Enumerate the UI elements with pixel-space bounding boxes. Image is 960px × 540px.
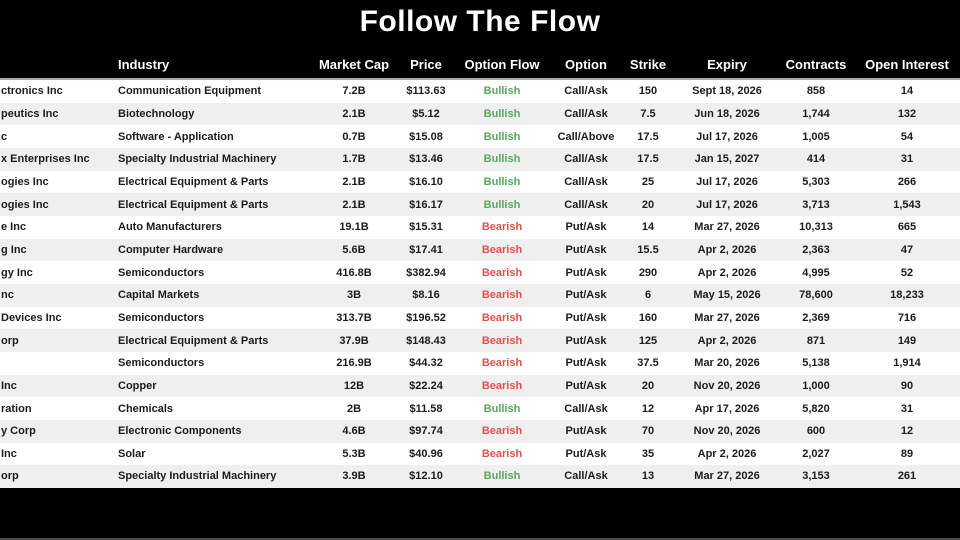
cell-company: c <box>1 130 8 143</box>
cell-price: $8.16 <box>412 289 440 302</box>
cell-expiry: May 15, 2026 <box>693 289 761 302</box>
cell-expiry: Jul 17, 2026 <box>696 175 758 188</box>
cell-strike: 37.5 <box>637 357 659 370</box>
cell-option: Call/Ask <box>564 402 608 415</box>
cell-open-interest: 266 <box>897 175 917 188</box>
cell-option: Put/Ask <box>565 266 607 279</box>
cell-expiry: Jan 15, 2027 <box>694 153 760 166</box>
cell-market-cap: 0.7B <box>342 130 366 143</box>
cell-company: ctronics Inc <box>1 85 63 98</box>
table-row <box>0 148 960 171</box>
column-header-row <box>0 53 960 75</box>
cell-contracts: 858 <box>806 85 826 98</box>
cell-strike: 17.5 <box>637 130 659 143</box>
cell-open-interest: 18,233 <box>890 289 924 302</box>
cell-option-flow: Bearish <box>481 379 523 392</box>
cell-open-interest: 31 <box>900 153 914 166</box>
column-header-company <box>0 53 112 75</box>
cell-price: $11.58 <box>409 402 443 415</box>
table-row <box>0 239 960 262</box>
cell-market-cap: 416.8B <box>336 266 372 279</box>
table-row <box>0 216 960 239</box>
cell-expiry: Apr 2, 2026 <box>697 243 757 256</box>
cell-industry: Specialty Industrial Machinery <box>118 153 277 166</box>
cell-price: $97.74 <box>409 425 443 438</box>
cell-open-interest: 12 <box>900 425 914 438</box>
table-row <box>0 103 960 126</box>
table-row <box>0 329 960 352</box>
column-header-contracts: Contracts <box>785 56 847 72</box>
cell-option-flow: Bearish <box>481 357 523 370</box>
cell-expiry: Nov 20, 2026 <box>693 379 761 392</box>
cell-expiry: Jun 18, 2026 <box>694 107 760 120</box>
cell-price: $22.24 <box>409 379 443 392</box>
cell-option: Put/Ask <box>565 243 607 256</box>
cell-open-interest: 47 <box>900 243 914 256</box>
cell-price: $40.96 <box>409 447 443 460</box>
cell-company: peutics Inc <box>1 107 59 120</box>
cell-industry: Electrical Equipment & Parts <box>118 334 269 347</box>
page-title: Follow The Flow <box>359 5 601 38</box>
cell-open-interest: 261 <box>897 470 917 483</box>
table-row <box>0 261 960 284</box>
cell-contracts: 3,713 <box>802 198 830 211</box>
column-header-option: Option <box>565 56 607 72</box>
cell-industry: Copper <box>118 379 157 392</box>
cell-option: Put/Ask <box>565 289 607 302</box>
cell-open-interest: 716 <box>897 311 917 324</box>
column-header-open-interest: Open Interest <box>865 56 949 72</box>
cell-contracts: 2,027 <box>802 447 830 460</box>
cell-contracts: 600 <box>806 425 826 438</box>
column-header-option-flow: Option Flow <box>464 56 540 72</box>
cell-open-interest: 89 <box>900 447 914 460</box>
table-row <box>0 307 960 330</box>
table-row <box>0 284 960 307</box>
cell-company: ogies Inc <box>1 198 49 211</box>
table-row <box>0 125 960 148</box>
options-flow-table <box>0 80 960 488</box>
cell-market-cap: 5.3B <box>342 447 366 460</box>
cell-option-flow: Bullish <box>483 175 521 188</box>
cell-expiry: Apr 2, 2026 <box>697 334 757 347</box>
cell-option: Put/Ask <box>565 357 607 370</box>
cell-strike: 15.5 <box>637 243 659 256</box>
cell-strike: 6 <box>644 289 652 302</box>
cell-market-cap: 313.7B <box>336 311 372 324</box>
cell-open-interest: 665 <box>897 221 917 234</box>
cell-option-flow: Bearish <box>481 334 523 347</box>
cell-contracts: 414 <box>806 153 826 166</box>
cell-market-cap: 1.7B <box>342 153 366 166</box>
cell-company: g Inc <box>1 243 27 256</box>
cell-expiry: Apr 2, 2026 <box>697 266 757 279</box>
column-header-market-cap: Market Cap <box>318 56 390 72</box>
cell-contracts: 78,600 <box>799 289 833 302</box>
cell-contracts: 871 <box>806 334 826 347</box>
cell-company: nc <box>1 289 14 302</box>
cell-company: Inc <box>1 379 17 392</box>
cell-market-cap: 3B <box>346 289 362 302</box>
cell-company <box>0 352 112 375</box>
cell-contracts: 1,005 <box>802 130 830 143</box>
cell-option-flow: Bearish <box>481 266 523 279</box>
cell-option-flow: Bearish <box>481 447 523 460</box>
cell-industry: Semiconductors <box>118 357 205 370</box>
cell-company: y Corp <box>1 425 36 438</box>
cell-open-interest: 1,543 <box>893 198 921 211</box>
cell-industry: Biotechnology <box>118 107 195 120</box>
cell-industry: Solar <box>118 447 146 460</box>
cell-industry: Chemicals <box>118 402 174 415</box>
cell-price: $12.10 <box>409 470 443 483</box>
cell-option: Put/Ask <box>565 221 607 234</box>
cell-price: $5.12 <box>412 107 440 120</box>
cell-price: $148.43 <box>406 334 446 347</box>
cell-strike: 20 <box>641 198 655 211</box>
cell-market-cap: 2B <box>346 402 362 415</box>
cell-market-cap: 3.9B <box>342 470 366 483</box>
cell-market-cap: 5.6B <box>342 243 366 256</box>
column-header-expiry: Expiry <box>707 56 747 72</box>
cell-expiry: Mar 20, 2026 <box>694 357 760 370</box>
table-row <box>0 397 960 420</box>
cell-market-cap: 2.1B <box>342 175 366 188</box>
cell-price: $16.17 <box>409 198 443 211</box>
cell-company: e Inc <box>1 221 27 234</box>
cell-option-flow: Bullish <box>483 85 521 98</box>
cell-company: ration <box>1 402 32 415</box>
column-header-industry: Industry <box>118 56 170 72</box>
cell-option-flow: Bullish <box>483 130 521 143</box>
cell-option: Put/Ask <box>565 447 607 460</box>
cell-open-interest: 31 <box>900 402 914 415</box>
cell-price: $13.46 <box>409 153 443 166</box>
cell-expiry: Jul 17, 2026 <box>696 130 758 143</box>
cell-price: $17.41 <box>409 243 443 256</box>
cell-price: $44.32 <box>409 357 443 370</box>
cell-market-cap: 19.1B <box>339 221 369 234</box>
cell-industry: Electrical Equipment & Parts <box>118 198 269 211</box>
cell-price: $196.52 <box>406 311 446 324</box>
cell-industry: Electronic Components <box>118 425 242 438</box>
cell-strike: 12 <box>641 402 655 415</box>
cell-company: ogies Inc <box>1 175 49 188</box>
cell-strike: 7.5 <box>640 107 656 120</box>
bottom-band <box>0 488 960 540</box>
cell-strike: 290 <box>638 266 658 279</box>
cell-company: x Enterprises Inc <box>1 153 90 166</box>
cell-option: Call/Ask <box>564 85 608 98</box>
cell-strike: 20 <box>641 379 655 392</box>
cell-industry: Software - Application <box>118 130 234 143</box>
cell-expiry: Apr 2, 2026 <box>697 447 757 460</box>
cell-market-cap: 216.9B <box>336 357 372 370</box>
cell-strike: 13 <box>641 470 655 483</box>
cell-price: $15.08 <box>409 130 443 143</box>
cell-price: $15.31 <box>409 221 443 234</box>
cell-expiry: Jul 17, 2026 <box>696 198 758 211</box>
cell-open-interest: 1,914 <box>893 357 921 370</box>
cell-open-interest: 90 <box>900 379 914 392</box>
table-row <box>0 420 960 443</box>
cell-expiry: Nov 20, 2026 <box>693 425 761 438</box>
cell-open-interest: 149 <box>897 334 917 347</box>
cell-option: Call/Ask <box>564 153 608 166</box>
cell-option-flow: Bullish <box>483 153 521 166</box>
column-header-price: Price <box>410 56 442 72</box>
cell-strike: 17.5 <box>637 153 659 166</box>
cell-option-flow: Bearish <box>481 311 523 324</box>
cell-industry: Auto Manufacturers <box>118 221 222 234</box>
cell-strike: 125 <box>638 334 658 347</box>
cell-option-flow: Bearish <box>481 221 523 234</box>
cell-contracts: 5,138 <box>802 357 830 370</box>
cell-option-flow: Bullish <box>483 470 521 483</box>
table-row <box>0 465 960 488</box>
cell-strike: 14 <box>641 221 655 234</box>
cell-expiry: Mar 27, 2026 <box>694 470 760 483</box>
cell-industry: Electrical Equipment & Parts <box>118 175 269 188</box>
cell-option: Call/Above <box>557 130 615 143</box>
cell-industry: Semiconductors <box>118 266 205 279</box>
cell-open-interest: 52 <box>900 266 914 279</box>
cell-option: Put/Ask <box>565 311 607 324</box>
cell-expiry: Mar 27, 2026 <box>694 221 760 234</box>
cell-company: orp <box>1 470 19 483</box>
cell-contracts: 2,363 <box>802 243 830 256</box>
cell-industry: Semiconductors <box>118 311 205 324</box>
cell-contracts: 5,303 <box>802 175 830 188</box>
cell-open-interest: 54 <box>900 130 914 143</box>
cell-market-cap: 4.6B <box>342 425 366 438</box>
cell-industry: Computer Hardware <box>118 243 224 256</box>
column-header-strike: Strike <box>629 56 667 72</box>
cell-price: $16.10 <box>409 175 443 188</box>
cell-market-cap: 2.1B <box>342 198 366 211</box>
cell-contracts: 1,744 <box>802 107 830 120</box>
table-row <box>0 443 960 466</box>
cell-contracts: 10,313 <box>799 221 833 234</box>
cell-market-cap: 37.9B <box>339 334 369 347</box>
cell-contracts: 2,369 <box>802 311 830 324</box>
cell-expiry: Apr 17, 2026 <box>694 402 760 415</box>
table-row <box>0 171 960 194</box>
cell-option-flow: Bearish <box>481 289 523 302</box>
cell-industry: Communication Equipment <box>118 85 261 98</box>
cell-option: Put/Ask <box>565 379 607 392</box>
cell-strike: 160 <box>638 311 658 324</box>
cell-company: Devices Inc <box>1 311 62 324</box>
cell-company: gy Inc <box>1 266 33 279</box>
cell-option: Put/Ask <box>565 334 607 347</box>
cell-market-cap: 12B <box>343 379 365 392</box>
cell-contracts: 3,153 <box>802 470 830 483</box>
cell-industry: Specialty Industrial Machinery <box>118 470 277 483</box>
cell-option-flow: Bullish <box>483 107 521 120</box>
cell-company: Inc <box>1 447 17 460</box>
cell-strike: 25 <box>641 175 655 188</box>
cell-option-flow: Bearish <box>481 425 523 438</box>
cell-strike: 35 <box>641 447 655 460</box>
cell-market-cap: 7.2B <box>342 85 366 98</box>
table-row <box>0 375 960 398</box>
table-row <box>0 80 960 103</box>
table-row <box>0 193 960 216</box>
cell-option: Call/Ask <box>564 175 608 188</box>
cell-price: $113.63 <box>406 85 446 98</box>
cell-option: Call/Ask <box>564 107 608 120</box>
cell-strike: 70 <box>641 425 655 438</box>
cell-company: orp <box>1 334 19 347</box>
cell-open-interest: 132 <box>897 107 917 120</box>
table-header-band <box>0 0 960 80</box>
cell-industry: Capital Markets <box>118 289 200 302</box>
cell-option-flow: Bullish <box>483 198 521 211</box>
table-row <box>0 352 960 375</box>
cell-option-flow: Bullish <box>483 402 521 415</box>
cell-contracts: 4,995 <box>802 266 830 279</box>
cell-price: $382.94 <box>406 266 446 279</box>
cell-strike: 150 <box>638 85 658 98</box>
cell-option-flow: Bearish <box>481 243 523 256</box>
cell-expiry: Mar 27, 2026 <box>694 311 760 324</box>
cell-open-interest: 14 <box>900 85 914 98</box>
cell-market-cap: 2.1B <box>342 107 366 120</box>
cell-expiry: Sept 18, 2026 <box>692 85 762 98</box>
cell-option: Call/Ask <box>564 470 608 483</box>
cell-contracts: 5,820 <box>802 402 830 415</box>
cell-option: Call/Ask <box>564 198 608 211</box>
cell-option: Put/Ask <box>565 425 607 438</box>
cell-contracts: 1,000 <box>802 379 830 392</box>
